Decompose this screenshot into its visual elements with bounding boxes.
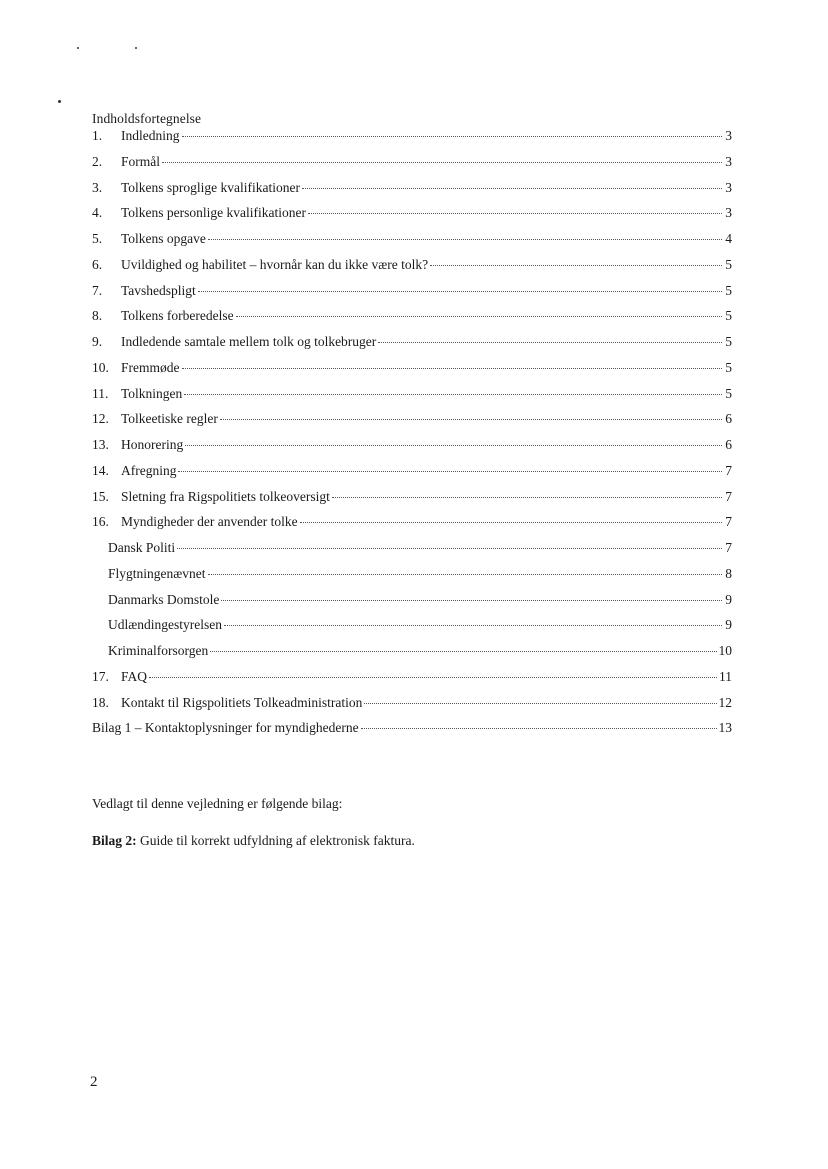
toc-entry-number: 1. <box>92 128 103 143</box>
toc-entry-title: Tolkens opgave <box>121 231 206 246</box>
toc-entry-number: 16. <box>92 514 109 530</box>
toc-entry-page: 13 <box>718 720 732 736</box>
toc-dot-leader <box>430 264 722 266</box>
toc-entry-page: 5 <box>725 282 732 298</box>
toc-entry-page: 3 <box>725 128 732 143</box>
scan-speck <box>58 100 61 103</box>
toc-entry[interactable] <box>92 308 732 334</box>
attachment-label: Bilag 2: <box>92 833 137 848</box>
toc-entry[interactable] <box>92 489 732 515</box>
toc-entry[interactable] <box>92 411 732 437</box>
toc-entry-number: 11. <box>92 385 109 401</box>
toc-entry-title: Tolkeetiske regler <box>121 411 218 427</box>
toc-entry-title: Tavshedspligt <box>121 282 196 298</box>
toc-dot-leader <box>236 315 722 317</box>
toc-entry-title: Uvildighed og habilitet – hvornår kan du ikke være tolk? <box>121 256 429 272</box>
toc-entry-number: 4. <box>92 205 103 221</box>
scan-speck <box>135 47 137 49</box>
toc-entry-page: 10 <box>718 643 732 658</box>
toc-entry-number: 14. <box>92 462 109 478</box>
toc-entry[interactable] <box>92 334 732 360</box>
toc-entry-number: 10. <box>92 359 109 375</box>
toc-entry-number: 18. <box>92 694 109 710</box>
toc-entry[interactable] <box>92 437 732 463</box>
toc-entry[interactable] <box>92 566 732 592</box>
toc-entry-page: 7 <box>725 540 732 555</box>
toc-entry-page: 7 <box>725 488 732 504</box>
toc-entry-page: 5 <box>725 385 732 401</box>
toc-entry-title: Tolkens sproglige kvalifikationer <box>121 179 301 195</box>
toc-entry-page: 7 <box>725 514 732 530</box>
toc-entry-number: 17. <box>92 668 109 684</box>
toc-entry-page: 9 <box>725 591 732 607</box>
toc-dot-leader <box>177 547 722 549</box>
toc-entry-title: Afregning <box>121 462 177 478</box>
scan-speck <box>77 47 79 49</box>
toc-entry[interactable] <box>92 695 732 721</box>
toc-entry-title: Honorering <box>121 437 184 452</box>
toc-dot-leader <box>208 573 723 575</box>
toc-entry-number: 3. <box>92 179 103 195</box>
toc-entry[interactable] <box>92 720 732 746</box>
toc-entry[interactable] <box>92 154 732 180</box>
toc-entry-page: 5 <box>725 256 732 272</box>
toc-entry-number: 9. <box>92 334 103 349</box>
toc-dot-leader <box>221 599 722 601</box>
toc-entry-number: 7. <box>92 282 103 298</box>
toc-dot-leader <box>302 187 722 189</box>
toc-dot-leader <box>185 444 722 446</box>
toc-entry-title: Kriminalforsorgen <box>108 643 209 658</box>
toc-entry[interactable] <box>92 231 732 257</box>
toc-entry-number: 12. <box>92 411 109 427</box>
attachments-intro: Vedlagt til denne vejledning er følgende bilag: <box>92 796 343 811</box>
toc-entry-page: 3 <box>725 205 732 221</box>
toc-dot-leader <box>300 521 722 523</box>
toc-entry[interactable] <box>92 205 732 231</box>
toc-dot-leader <box>378 341 722 343</box>
toc-entry-page: 5 <box>725 359 732 375</box>
toc-dot-leader <box>364 702 716 704</box>
toc-dot-leader <box>178 470 722 472</box>
toc-entry[interactable] <box>92 283 732 309</box>
toc-entry-title: Tolkens forberedelse <box>121 308 234 324</box>
page-number: 2 <box>90 1074 98 1090</box>
toc-dot-leader <box>162 161 722 163</box>
toc-entry[interactable] <box>92 257 732 283</box>
toc-entry-page: 12 <box>718 694 732 710</box>
toc-entry-number: 2. <box>92 153 103 169</box>
toc-entry-title: FAQ <box>121 668 148 684</box>
toc-dot-leader <box>224 624 722 626</box>
toc-entry-page: 5 <box>725 308 732 324</box>
toc-entry-number: 6. <box>92 256 103 272</box>
table-of-contents <box>92 128 732 746</box>
toc-entry-title: Formål <box>121 153 160 169</box>
toc-entry-page: 6 <box>725 411 732 427</box>
toc-entry-page: 3 <box>725 179 732 195</box>
toc-entry[interactable] <box>92 463 732 489</box>
toc-entry-title: Fremmøde <box>121 359 180 375</box>
attachment-text: Guide til korrekt udfyldning af elektronisk faktura. <box>136 833 415 848</box>
toc-entry[interactable] <box>92 643 732 669</box>
toc-entry-title: Dansk Politi <box>108 540 176 555</box>
toc-entry-number: 5. <box>92 231 103 246</box>
toc-dot-leader <box>182 135 723 137</box>
toc-entry-number: 15. <box>92 488 109 504</box>
toc-entry-title: Myndigheder der anvender tolke <box>121 514 298 530</box>
toc-dot-leader <box>210 650 716 652</box>
toc-entry-title: Udlændingestyrelsen <box>108 617 222 633</box>
toc-entry-title: Indledende samtale mellem tolk og tolkebruger <box>121 334 377 349</box>
toc-entry[interactable] <box>92 180 732 206</box>
toc-entry[interactable] <box>92 128 732 154</box>
toc-entry-page: 8 <box>725 565 732 581</box>
toc-entry-page: 4 <box>725 231 732 246</box>
toc-entry[interactable] <box>92 386 732 412</box>
toc-entry-title: Danmarks Domstole <box>108 591 220 607</box>
toc-dot-leader <box>220 418 722 420</box>
toc-entry[interactable] <box>92 540 732 566</box>
toc-entry-page: 5 <box>725 334 732 349</box>
toc-dot-leader <box>308 212 722 214</box>
toc-entry-page: 11 <box>719 668 732 684</box>
toc-dot-leader <box>198 290 722 292</box>
toc-entry-title: Sletning fra Rigspolitiets tolkeoversigt <box>121 488 330 504</box>
attachment-line <box>92 833 415 849</box>
toc-entry-page: 7 <box>725 462 732 478</box>
toc-entry[interactable] <box>92 360 732 386</box>
toc-entry[interactable] <box>92 592 732 618</box>
toc-entry-page: 6 <box>725 437 732 452</box>
toc-dot-leader <box>361 727 717 729</box>
toc-dot-leader <box>149 676 717 678</box>
toc-entry-page: 3 <box>725 153 732 169</box>
toc-dot-leader <box>182 367 723 369</box>
toc-dot-leader <box>208 238 722 240</box>
toc-entry[interactable] <box>92 617 732 643</box>
toc-entry-title: Indledning <box>121 128 180 143</box>
toc-dot-leader <box>332 496 722 498</box>
toc-entry[interactable] <box>92 669 732 695</box>
toc-entry-title: Kontakt til Rigspolitiets Tolkeadministration <box>121 694 363 710</box>
toc-entry-page: 9 <box>725 617 732 633</box>
toc-entry-number: 8. <box>92 308 103 324</box>
toc-heading: Indholdsfortegnelse <box>92 111 202 126</box>
toc-entry-number: 13. <box>92 437 109 452</box>
toc-entry[interactable] <box>92 514 732 540</box>
toc-entry-title: Bilag 1 – Kontaktoplysninger for myndighederne <box>92 720 359 736</box>
toc-entry-title: Tolkens personlige kvalifikationer <box>121 205 307 221</box>
toc-entry-title: Tolkningen <box>121 385 183 401</box>
toc-dot-leader <box>184 393 722 395</box>
toc-entry-title: Flygtningenævnet <box>108 565 206 581</box>
